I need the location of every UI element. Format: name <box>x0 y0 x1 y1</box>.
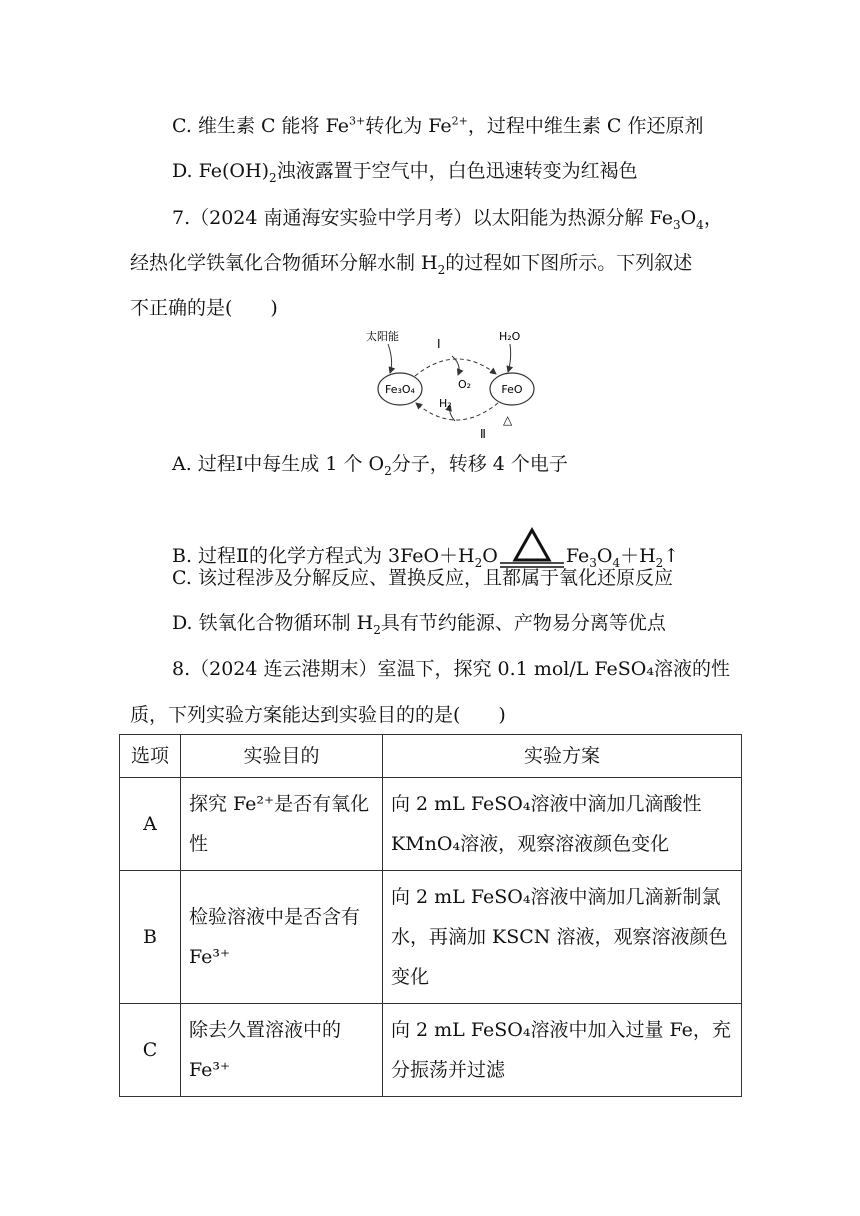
q7-stem-sub3: 2 <box>437 262 446 277</box>
q7-stem-sub2: 4 <box>696 217 704 232</box>
q8-stem-text1: 8.（2024 连云港期末）室温下，探究 0.1 mol/L FeSO₄溶液的性 <box>172 658 731 680</box>
step2-label: Ⅱ <box>480 427 486 441</box>
q7-stem-line1 <box>172 206 723 230</box>
row-option: C <box>120 1004 181 1097</box>
q7-option-b <box>172 526 679 570</box>
q7-option-a-text2: 分子，转移 4 个电子 <box>391 453 568 475</box>
experiment-table <box>119 734 742 1097</box>
h2o-arrow <box>508 344 511 372</box>
row-purpose: 除去久置溶液中的 Fe³⁺ <box>181 1004 383 1097</box>
table-row <box>120 778 742 871</box>
q7-option-b-text2: O <box>482 545 498 567</box>
q7-option-b-text5: ＋H <box>620 545 656 567</box>
q6-option-c-sup1: 3+ <box>348 114 366 128</box>
q7-option-b-sub2: 3 <box>589 555 597 570</box>
q7-option-b-text3: Fe <box>565 545 590 567</box>
h2o-label: H₂O <box>499 330 521 343</box>
h2-label: H₂ <box>439 397 452 410</box>
solar-arrow <box>388 344 392 373</box>
q6-option-d <box>172 159 638 183</box>
table-header-row <box>120 735 742 778</box>
heat-equals-sign <box>500 526 564 570</box>
q7-option-a <box>172 452 568 476</box>
row-option: B <box>120 871 181 1004</box>
table-row <box>120 871 742 1004</box>
q7-stem-text1: 7.（2024 南通海安实验中学月考）以太阳能为热源分解 Fe <box>172 207 673 229</box>
q6-option-d-text1: D. Fe(OH) <box>172 160 269 182</box>
table-row <box>120 1004 742 1097</box>
row-plan: 向 2 mL FeSO₄溶液中滴加几滴新制氯水，再滴加 KSCN 溶液，观察溶液颜色变化 <box>383 871 742 1004</box>
heat-label: △ <box>503 413 513 427</box>
q6-option-c-sup2: 2+ <box>451 114 468 128</box>
q7-option-b-sub3: 4 <box>612 555 621 570</box>
row-purpose: 检验溶液中是否含有 Fe³⁺ <box>181 871 383 1004</box>
q7-option-d <box>172 611 666 635</box>
q6-option-d-sub: 2 <box>269 170 277 185</box>
q8-stem-line2 <box>130 703 506 727</box>
iron-oxide-cycle-diagram <box>360 325 560 445</box>
row-option: A <box>120 778 181 871</box>
q7-stem-line2 <box>130 251 692 275</box>
row-plan: 向 2 mL FeSO₄溶液中加入过量 Fe，充分振荡并过滤 <box>383 1004 742 1097</box>
q7-option-b-text6: ↑ <box>663 545 680 567</box>
q7-option-b-text1: B. 过程Ⅱ的化学方程式为 3FeO＋H <box>172 545 475 567</box>
solar-label: 太阳能 <box>366 330 399 343</box>
q7-option-c-text: C. 该过程涉及分解反应、置换反应，且都属于氧化还原反应 <box>172 567 673 589</box>
row-purpose: 探究 Fe²⁺是否有氧化性 <box>181 778 383 871</box>
q7-option-a-sub: 2 <box>384 463 392 478</box>
q6-option-c <box>172 114 703 138</box>
q7-option-a-text1: A. 过程Ⅰ中每生成 1 个 O <box>172 453 385 475</box>
process1-arrow <box>415 359 496 376</box>
header-plan: 实验方案 <box>383 735 742 778</box>
process2-arrow <box>416 403 498 420</box>
q7-option-d-text2: 具有节约能源、产物易分离等优点 <box>380 612 666 634</box>
q7-stem-text4: 经热化学铁氧化合物循环分解水制 H <box>130 252 438 274</box>
q7-option-b-text4: O <box>596 545 613 567</box>
q7-stem-text6: 不正确的是( ) <box>130 297 278 319</box>
q7-stem-line3 <box>130 296 278 320</box>
row-plan: 向 2 mL FeSO₄溶液中滴加几滴酸性 KMnO₄溶液，观察溶液颜色变化 <box>383 778 742 871</box>
fe3o4-label: Fe₃O₄ <box>385 383 415 396</box>
q6-option-c-text2: 转化为 Fe <box>365 115 452 137</box>
header-purpose: 实验目的 <box>181 735 383 778</box>
q7-option-d-text1: D. 铁氧化合物循环制 H <box>172 612 374 634</box>
q7-option-b-sub4: 2 <box>655 555 664 570</box>
q7-stem-sub1: 3 <box>672 217 681 232</box>
q7-option-d-sub: 2 <box>373 622 381 637</box>
q8-stem-text2: 质，下列实验方案能达到实验目的的是( ) <box>130 704 506 726</box>
q7-stem-text2: O <box>680 207 697 229</box>
o2-label: O₂ <box>458 378 472 391</box>
q7-stem-text5: 的过程如下图所示。下列叙述 <box>445 252 693 274</box>
header-option: 选项 <box>120 735 181 778</box>
q6-option-c-text1: C. 维生素 C 能将 Fe <box>172 115 349 137</box>
q7-option-b-sub1: 2 <box>474 555 483 570</box>
q6-option-d-text2: 浊液露置于空气中，白色迅速转变为红褐色 <box>276 160 638 182</box>
step1-label: Ⅰ <box>437 337 441 351</box>
q7-stem-text3: ， <box>703 207 723 229</box>
feo-label: FeO <box>501 383 523 396</box>
q8-stem-line1 <box>172 657 730 681</box>
q7-option-c <box>172 566 673 590</box>
q6-option-c-text3: ，过程中维生素 C 作还原剂 <box>467 115 704 137</box>
